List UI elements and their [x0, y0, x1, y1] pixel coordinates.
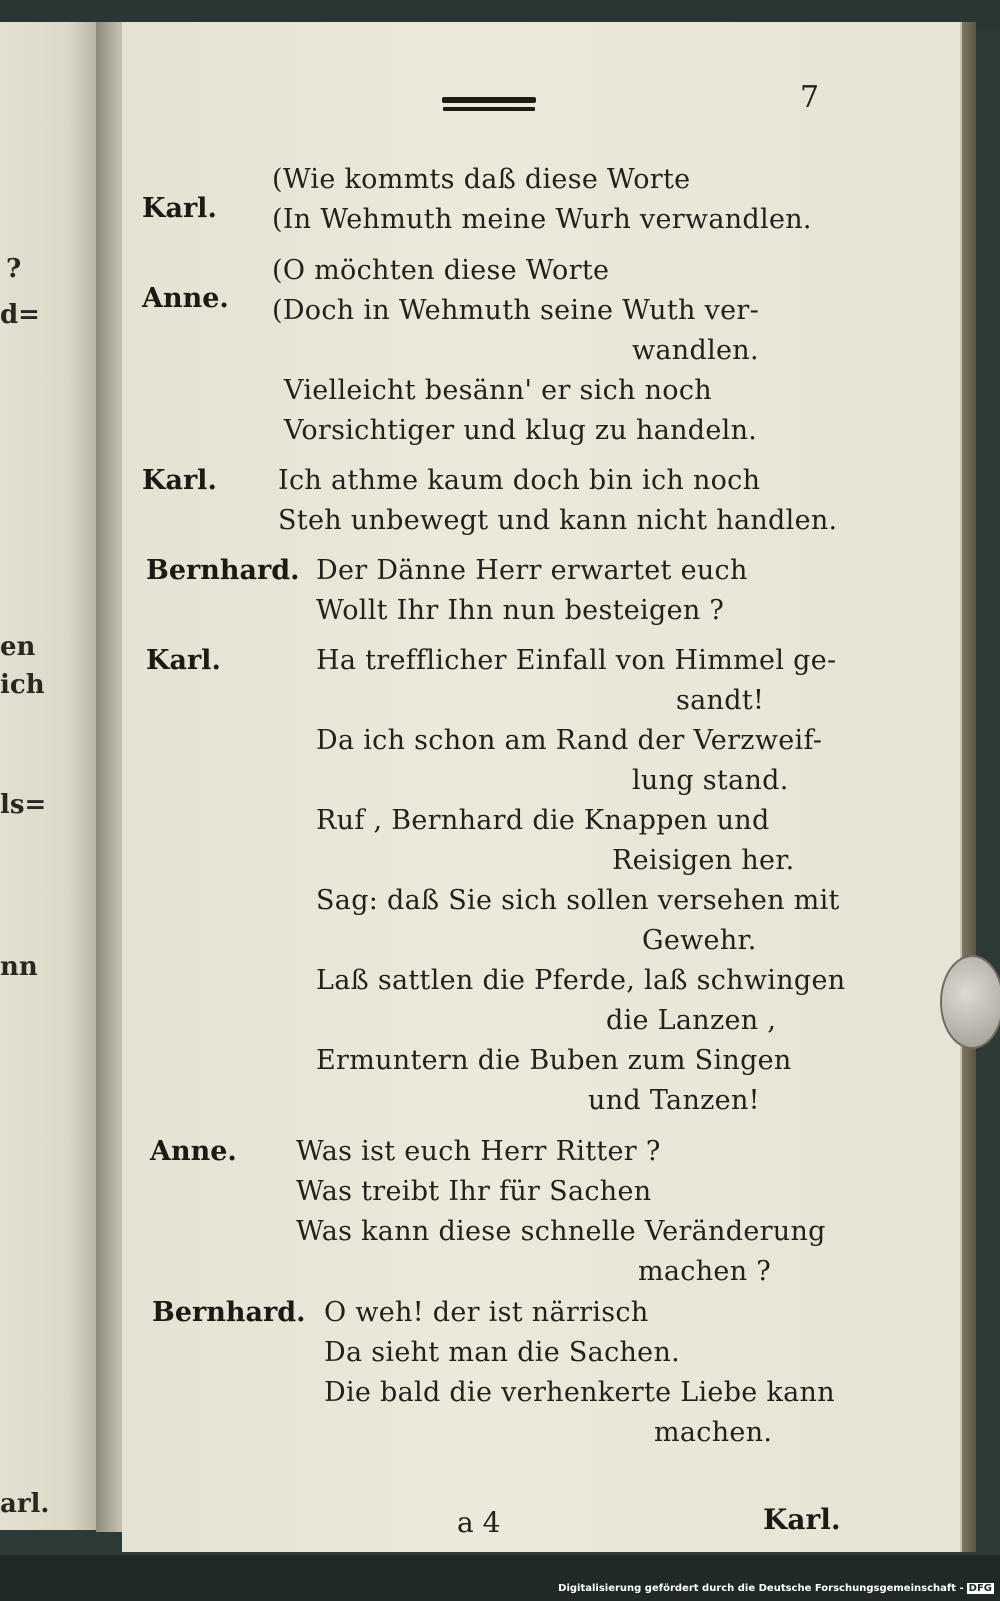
background-bottom [0, 1555, 1000, 1601]
verse-line: lung stand. [632, 765, 789, 796]
verse-line: (O möchten diese Worte [272, 255, 610, 286]
verse-line: (Doch in Wehmuth seine Wuth ver- [272, 295, 760, 326]
left-page-fragment: nn [0, 952, 38, 982]
left-page-fragment: ich [0, 670, 45, 700]
verse-line: Vielleicht besänn' er sich noch [284, 375, 712, 406]
left-page-fragment: en [0, 632, 36, 662]
verse-line: Ermuntern die Buben zum Singen [316, 1045, 792, 1076]
dfg-logo: DFG [968, 1583, 992, 1594]
verse-line: Da sieht man die Sachen. [324, 1337, 681, 1368]
verse-line: Gewehr. [642, 925, 757, 956]
verse-line: Ha trefflicher Einfall von Himmel ge- [316, 645, 837, 676]
verse-line: Ich athme kaum doch bin ich noch [278, 465, 761, 496]
verse-line: O weh! der ist närrisch [324, 1297, 649, 1328]
verse-line: sandt! [676, 685, 765, 716]
page-number: 7 [800, 80, 820, 115]
verse-line: Laß sattlen die Pferde, laß schwingen [316, 965, 846, 996]
speaker-name: Karl. [142, 193, 217, 224]
speaker-name: Bernhard. [146, 555, 300, 586]
verse-line: Vorsichtiger und klug zu handeln. [284, 415, 758, 446]
verse-line: machen. [654, 1417, 773, 1448]
verse-line: Die bald die verhenkerte Liebe kann [324, 1377, 835, 1408]
verse-line: wandlen. [632, 335, 759, 366]
verse-line: Was ist euch Herr Ritter ? [296, 1136, 661, 1167]
signature-mark: a 4 [457, 1506, 501, 1539]
verse-line: Steh unbewegt und kann nicht handlen. [278, 505, 838, 536]
verse-line: die Lanzen , [606, 1005, 777, 1036]
verse-line: Da ich schon am Rand der Verzweif- [316, 725, 823, 756]
speaker-name: Karl. [146, 645, 221, 676]
catchword: Karl. [763, 1503, 841, 1536]
left-page-fragment: d= [0, 300, 40, 330]
verse-line: Ruf , Bernhard die Knappen und [316, 805, 770, 836]
verse-line: (In Wehmuth meine Wurh verwandlen. [272, 204, 812, 235]
page-clip [940, 955, 1000, 1049]
left-page-fragment: ls= [0, 790, 47, 820]
verse-line: (Wie kommts daß diese Worte [272, 164, 691, 195]
speaker-name: Anne. [150, 1136, 237, 1167]
left-page [0, 22, 98, 1530]
speaker-name: Karl. [142, 465, 217, 496]
verse-line: Der Dänne Herr erwartet euch [316, 555, 748, 586]
verse-line: machen ? [638, 1256, 772, 1287]
header-rule [442, 97, 536, 103]
verse-line: und Tanzen! [588, 1085, 760, 1116]
speaker-name: Anne. [142, 283, 229, 314]
speaker-name: Bernhard. [152, 1297, 306, 1328]
left-page-fragment: ? [6, 254, 22, 284]
verse-line: Wollt Ihr Ihn nun besteigen ? [316, 595, 725, 626]
digitization-credit [558, 1583, 994, 1594]
left-page-fragment: arl. [0, 1489, 50, 1519]
verse-line: Was kann diese schnelle Veränderung [296, 1216, 826, 1247]
verse-line: Sag: daß Sie sich sollen versehen mit [316, 885, 840, 916]
verse-line: Reisigen her. [612, 845, 795, 876]
credit-text: Digitalisierung gefördert durch die Deutsche Forschungsgemeinschaft - [558, 1583, 964, 1594]
verse-line: Was treibt Ihr für Sachen [296, 1176, 652, 1207]
page-edge [962, 22, 976, 1552]
